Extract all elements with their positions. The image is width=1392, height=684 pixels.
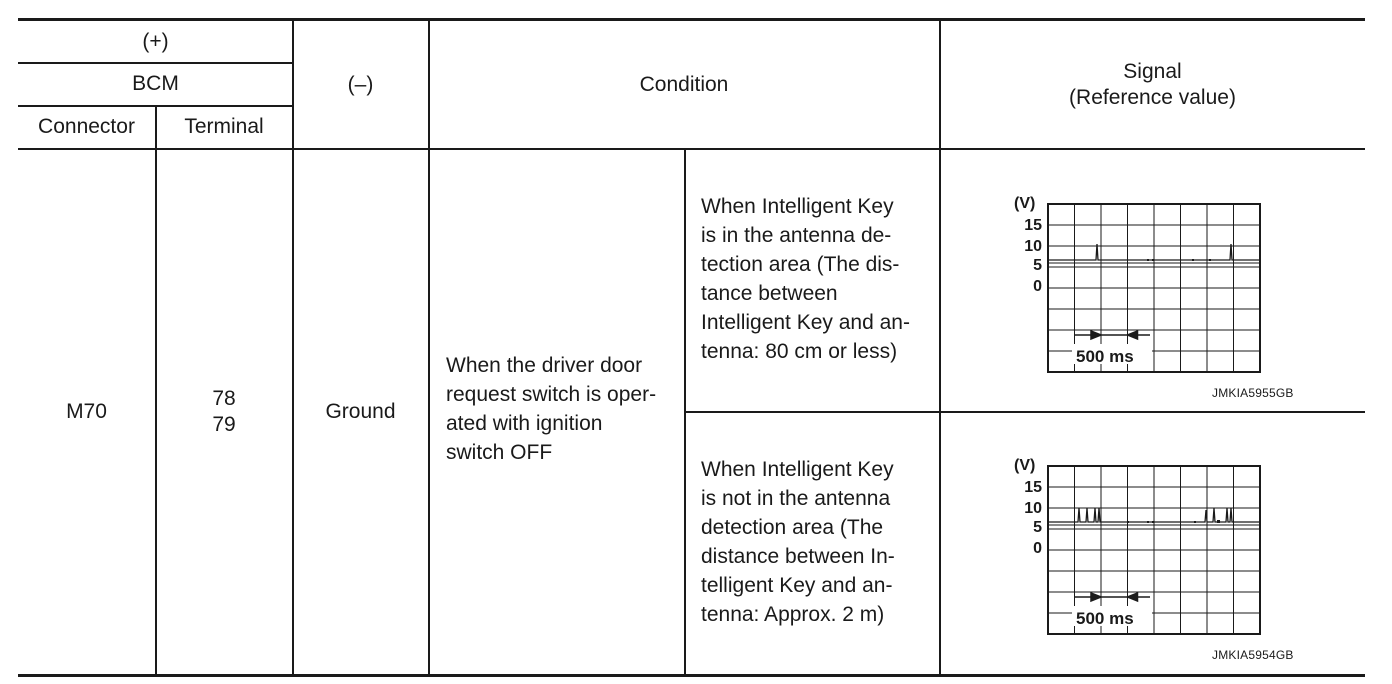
- scope-time-label: 500 ms: [1076, 347, 1134, 366]
- scope-caption-1: JMKIA5955GB: [1212, 386, 1294, 400]
- header-signal: [940, 21, 1365, 148]
- scope-y-label-0: 0: [1033, 540, 1042, 557]
- scope-unit-label: (V): [1014, 195, 1036, 212]
- table-bottom-border: [18, 674, 1365, 677]
- header-signal-subtitle: (Reference value): [1069, 85, 1236, 109]
- scope-y-label-15: 15: [1024, 217, 1042, 234]
- header-bcm: BCM: [132, 72, 179, 95]
- terminal-78: 78: [212, 387, 236, 410]
- scope-time-label: 500 ms: [1076, 609, 1134, 628]
- ground-value: Ground: [325, 400, 396, 423]
- scope-y-label-0: 0: [1033, 278, 1042, 295]
- sub-condition-2-text: When Intelligent Key is not in the antenna detection area (The distance between In- telligent Key and an- tenna: Approx. 2 m): [701, 458, 895, 626]
- sub-condition-1-text: When Intelligent Key is in the antenna de- tection area (The dis- tance between Intelligent Key and an- tenna: 80 cm or less): [701, 195, 910, 363]
- scope-time-marker: [1075, 331, 1151, 339]
- header-signal-title: Signal: [1123, 59, 1182, 83]
- scope-y-label-10: 10: [1024, 238, 1042, 255]
- scope-y-label-5: 5: [1033, 257, 1042, 274]
- col-divider-subcondition: [684, 149, 686, 676]
- oscilloscope-near-key: [1010, 192, 1272, 377]
- scope-unit-label: (V): [1014, 457, 1036, 474]
- header-connector: Connector: [38, 115, 135, 138]
- scope-time-marker: [1075, 593, 1151, 601]
- scope-y-label-10: 10: [1024, 500, 1042, 517]
- scope-caption-2: JMKIA5954GB: [1212, 648, 1294, 662]
- scope-y-label-15: 15: [1024, 479, 1042, 496]
- terminal-values: [156, 150, 292, 674]
- scope-y-label-5: 5: [1033, 519, 1042, 536]
- header-condition: Condition: [639, 72, 729, 96]
- header-minus: (–): [347, 72, 374, 96]
- header-plus: (+): [142, 29, 169, 53]
- subrow-divider: [684, 411, 1365, 413]
- header-terminal: Terminal: [184, 115, 264, 138]
- oscilloscope-far-key: [1010, 454, 1272, 639]
- terminal-79: 79: [212, 413, 236, 436]
- connector-value: M70: [66, 400, 107, 423]
- main-condition-text: When the driver door request switch is oper- ated with ignition switch OFF: [446, 354, 657, 464]
